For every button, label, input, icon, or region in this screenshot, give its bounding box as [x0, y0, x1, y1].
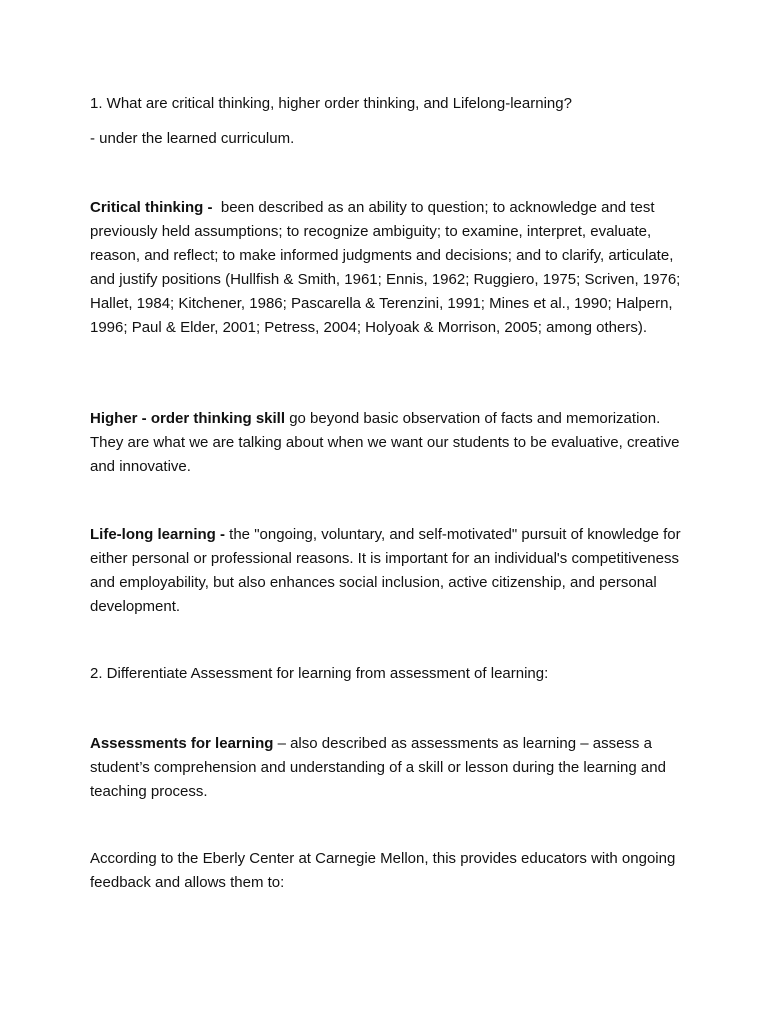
assessment-for-learning-term: Assessments for learning: [90, 735, 274, 752]
critical-thinking-paragraph: [90, 196, 690, 340]
critical-thinking-definition: been described as an ability to question; to acknowledge and test previously held assumptions; to recognize ambiguity; to examine, interpret, evaluate, reason, and reflect; to make informed judgments and decisions; and to clarify, articulate, and justify positions (Hullfish & Smith, 1961; Ennis, 1962; Ruggiero, 1975; Scriven, 1976; Hallet, 1984; Kitchener, 1986; Pascarella & Terenzini, 1991; Mines et al., 1990; Halpern, 1996; Paul & Elder, 2001; Petress, 2004; Holyoak & Morrison, 2005; among others).: [90, 199, 681, 336]
assessment-for-learning-definition: – also described as assessments as learning – assess a student’s comprehension and understanding of a skill or lesson during the learning and teaching process.: [90, 735, 666, 800]
critical-thinking-term: Critical thinking -: [90, 199, 213, 216]
question-1: 1. What are critical thinking, higher order thinking, and Lifelong-learning?: [90, 95, 572, 112]
higher-order-term: Higher - order thinking skill: [90, 410, 286, 427]
higher-order-paragraph: [90, 407, 690, 479]
lifelong-learning-definition: the "ongoing, voluntary, and self-motivated" pursuit of knowledge for either personal or professional reasons. It is important for an individual's competitiveness and employability, but also enhances social inclusion, active citizenship, and personal development.: [90, 526, 681, 615]
curriculum-note: - under the learned curriculum.: [90, 130, 295, 147]
higher-order-definition: go beyond basic observation of facts and memorization. They are what we are talking about when we want our students to be evaluative, creative and innovative.: [90, 410, 680, 475]
eberly-center-paragraph: According to the Eberly Center at Carnegie Mellon, this provides educators with ongoing feedback and allows them to:: [90, 850, 676, 891]
document-page: [90, 0, 690, 1024]
lifelong-learning-term: Life-long learning -: [90, 526, 225, 543]
assessment-for-learning-paragraph: [90, 732, 690, 804]
lifelong-learning-paragraph: [90, 523, 690, 619]
question-2: 2. Differentiate Assessment for learning from assessment of learning:: [90, 665, 549, 682]
